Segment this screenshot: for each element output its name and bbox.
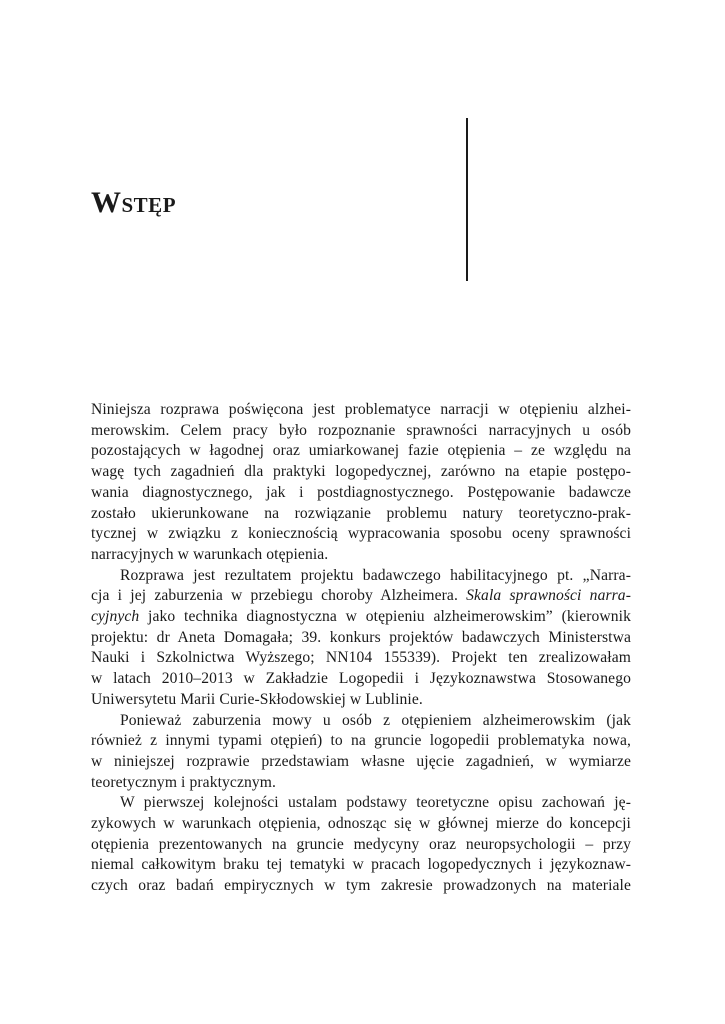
text-line: Niniejsza rozprawa poświęcona jest problematyce narracji w otępieniu alzhei-: [91, 401, 631, 418]
text-line: Nauki i Szkolnictwa Wyższego; NN104 155339). Projekt ten zrealizowałam: [91, 649, 631, 667]
text-line: zykowych w warunkach otępienia, odnosząc się w głównej mierze do koncepcji: [91, 815, 631, 833]
text-line: Uniwersytetu Marii Curie-Skłodowskiej w Lublinie.: [91, 690, 423, 708]
italic-title-segment: cyjnych: [91, 608, 140, 626]
text-line: merowskim. Celem pracy było rozpoznanie sprawności narracyjnych u osób: [91, 421, 631, 439]
text-line: również z innymi typami otępień) to na gruncie logopedii problematyka nowa,: [91, 732, 631, 750]
text-line: [91, 607, 631, 628]
text-line: niemal całkowitym braku tej tematyki w pracach logopedycznych i językoznaw-: [91, 856, 631, 874]
body-text: [91, 400, 631, 897]
text-line: [91, 586, 631, 607]
text-segment: jako technika diagnostyczna w otępieniu alzheimerowskim” (kierownik: [139, 608, 631, 626]
text-line: wagę tych zagadnień dla praktyki logopedycznej, zarówno na etapie postępo-: [91, 463, 631, 481]
text-line: Rozprawa jest rezultatem projektu badawczego habilitacyjnego pt. „Narra-: [120, 566, 631, 584]
paragraph-1: [91, 400, 631, 566]
text-segment: cja i jej zaburzenia w przebiegu choroby Alzheimera.: [91, 587, 467, 605]
text-line: wania diagnostycznego, jak i postdiagnostycznego. Postępowanie badawcze: [91, 483, 631, 501]
text-line: czych oraz badań empirycznych w tym zakresie prowadzonych na materiale: [91, 877, 631, 895]
text-line: Ponieważ zaburzenia mowy u osób z otępieniem alzheimerowskim (jak: [120, 711, 631, 729]
chapter-title: Wstęp: [91, 186, 177, 219]
italic-title-segment: Skala sprawności narra-: [466, 587, 631, 605]
paragraph-3: [91, 711, 631, 794]
text-line: w niniejszej rozprawie przedstawiam własne ujęcie zagadnień, w wymiarze: [91, 752, 631, 770]
text-line: projektu: dr Aneta Domagała; 39. konkurs projektów badawczych Ministerstwa: [91, 628, 631, 646]
text-line: W pierwszej kolejności ustalam podstawy teoretyczne opisu zachowań ję-: [120, 794, 631, 812]
text-line: narracyjnych w warunkach otępienia.: [91, 545, 329, 563]
text-line: teoretycznym i praktycznym.: [91, 773, 276, 791]
text-line: w latach 2010–2013 w Zakładzie Logopedii i Językoznawstwa Stosowanego: [91, 670, 631, 688]
vertical-rule: [466, 118, 468, 281]
text-line: zostało ukierunkowane na rozwiązanie problemu natury teoretyczno-prak-: [91, 504, 631, 522]
paragraph-4: [91, 793, 631, 897]
paragraph-2: [91, 566, 631, 711]
text-line: otępienia prezentowanych na gruncie medycyny oraz neuropsychologii – przy: [91, 835, 631, 853]
text-line: tycznej w związku z koniecznością wypracowania sposobu oceny sprawności: [91, 525, 631, 543]
text-line: pozostających w łagodnej oraz umiarkowanej fazie otępienia – ze względu na: [91, 442, 631, 460]
